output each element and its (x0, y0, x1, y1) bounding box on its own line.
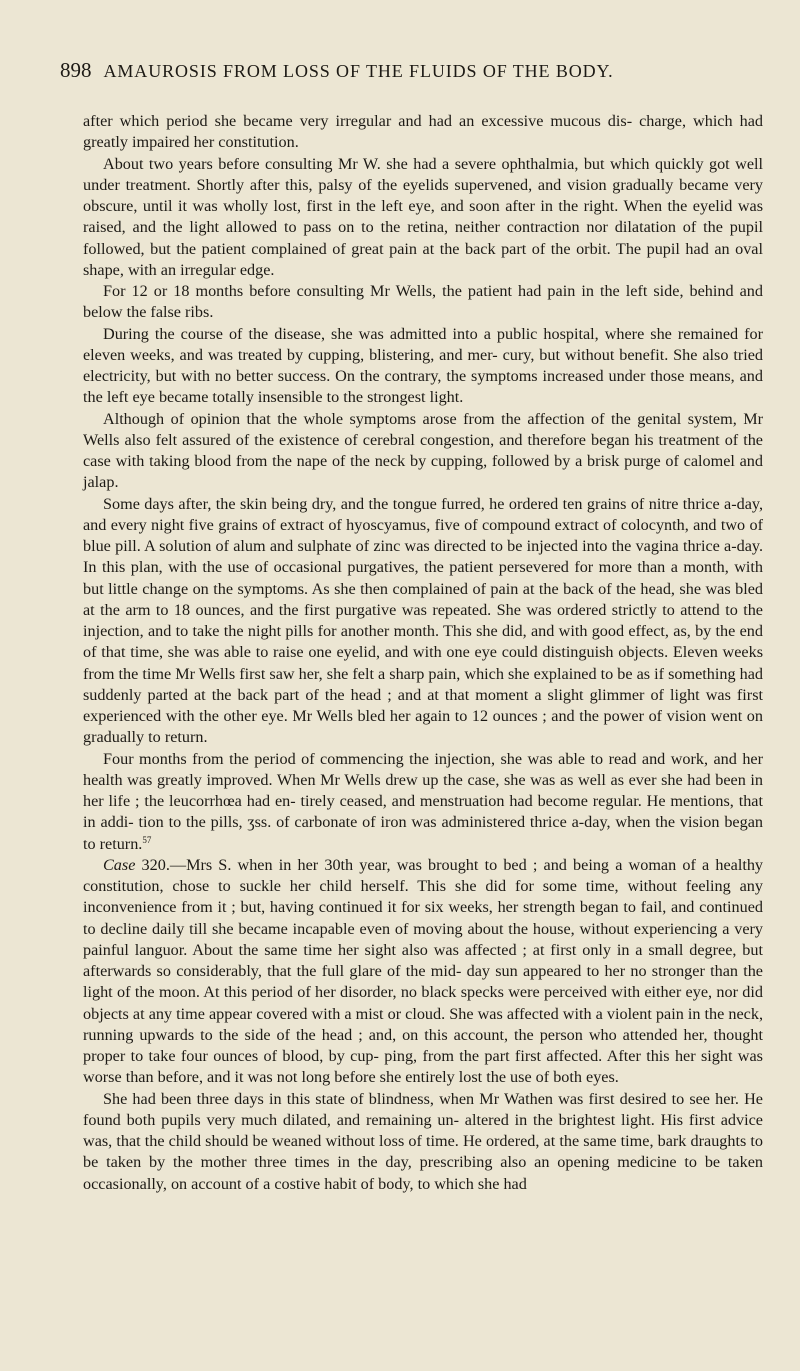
paragraph (83, 749, 763, 855)
paragraph: Although of opinion that the whole symptoms arose from the affection of the genital system, Mr Wells also felt assured of the existence of cerebral congestion, and therefore began his treatment of the case with taking blood from the nape of the neck by cupping, followed by a brisk purge of calomel and jalap. (83, 409, 763, 492)
paragraph: after which period she became very irregular and had an excessive mucous dis- charge, which had greatly impaired her constitution. (83, 112, 763, 152)
page-number: 898 (60, 58, 92, 82)
case-text: —Mrs S. when in her 30th year, was brought to bed ; and being a woman of a healthy constitution, chose to suckle her child herself. This she did for some time, without feeling any inconvenience from it ; but, having continued it for six weeks, her strength began to fail, and continued to decline daily till she became incapable even of moving about the house, without experiencing a very painful languor. About the same time her sight also was affected ; at first only in a small degree, but afterwards so considerably, that the full glare of the mid- day sun appeared to her no stronger than the light of the moon. At this period of her disorder, no black specks were perceived with either eye, nor did objects at any time appear covered with a mist or cloud. She was affected with a violent pain in the neck, running upwards to the side of the head ; and, on this account, the person who attended her, thought proper to take four ounces of blood, by cup- ping, from the part first affected. After this her sight was worse than before, and it was not long before she entirely lost the use of both eyes. (83, 855, 764, 1087)
running-header (60, 58, 760, 83)
case-label: Case (103, 855, 136, 874)
paragraph: Some days after, the skin being dry, and the tongue furred, he ordered ten grains of nitre thrice a-day, and every night five grains of extract of hyoscyamus, five of compound extract of colocynth, and two of blue pill. A solution of alum and sulphate of zinc was directed to be injected into the vagina thrice a-day. In this plan, with the use of occasional purgatives, the patient persevered for more than a month, with but little change on the symptoms. As she then complained of pain at the back of the head, she was bled at the arm to 18 ounces, and the first purgative was repeated. She was ordered strictly to attend to the injection, and to take the night pills for another month. This she did, and with good effect, as, by the end of that time, she was able to raise one eyelid, and with one eye could distinguish objects. Eleven weeks from the time Mr Wells first saw her, she felt a sharp pain, which she explained to be as if something had suddenly parted at the back part of the head ; and at that moment a slight glimmer of light was first experienced with the other eye. Mr Wells bled her again to 12 ounces ; and the power of vision went on gradually to return. (83, 494, 763, 747)
footnote-reference: 57 (142, 834, 152, 845)
paragraph: She had been three days in this state of blindness, when Mr Wathen was first desired to see her. He found both pupils very much dilated, and remaining un- altered in the brightest light. His first advice was, that the child should be weaned without loss of time. He ordered, at the same time, bark draughts to be taken by the mother three times in the day, prescribing also an opening medicine to be taken occasionally, on account of a costive habit of body, to which she had (83, 1089, 763, 1193)
case-number: 320. (141, 855, 170, 874)
paragraph-text: Four months from the period of commencing the injection, she was able to read and work, and her health was greatly improved. When Mr Wells drew up the case, she was as well as ever she had been in her life ; the leucorrhœa had en- tirely ceased, and menstruation had become regular. He mentions, that in addi- tion to the pills, ʒss. of carbonate of iron was administered thrice a-day, when the vision began to return. (83, 749, 763, 853)
body-text (83, 111, 763, 1195)
paragraph: During the course of the disease, she was admitted into a public hospital, where she remained for eleven weeks, and was treated by cupping, blistering, and mer- cury, but without benefit. She also tried electricity, but with no better success. On the contrary, the symptoms increased under those means, and the left eye became totally insensible to the strongest light. (83, 324, 763, 407)
paragraph: About two years before consulting Mr W. she had a severe ophthalmia, but which quickly got well under treatment. Shortly after this, palsy of the eyelids supervened, and vision gradually became very obscure, until it was wholly lost, first in the left eye, and soon after in the right. When the eyelid was raised, and the light allowed to pass on to the retina, neither contraction nor dilatation of the pupil followed, but the patient complained of great pain at the back part of the orbit. The pupil had an oval shape, with an irregular edge. (83, 154, 763, 279)
running-title: AMAUROSIS FROM LOSS OF THE FLUIDS OF THE BODY. (103, 61, 614, 81)
case-paragraph (83, 855, 763, 1089)
paragraph: For 12 or 18 months before consulting Mr Wells, the patient had pain in the left side, behind and below the false ribs. (83, 282, 763, 322)
